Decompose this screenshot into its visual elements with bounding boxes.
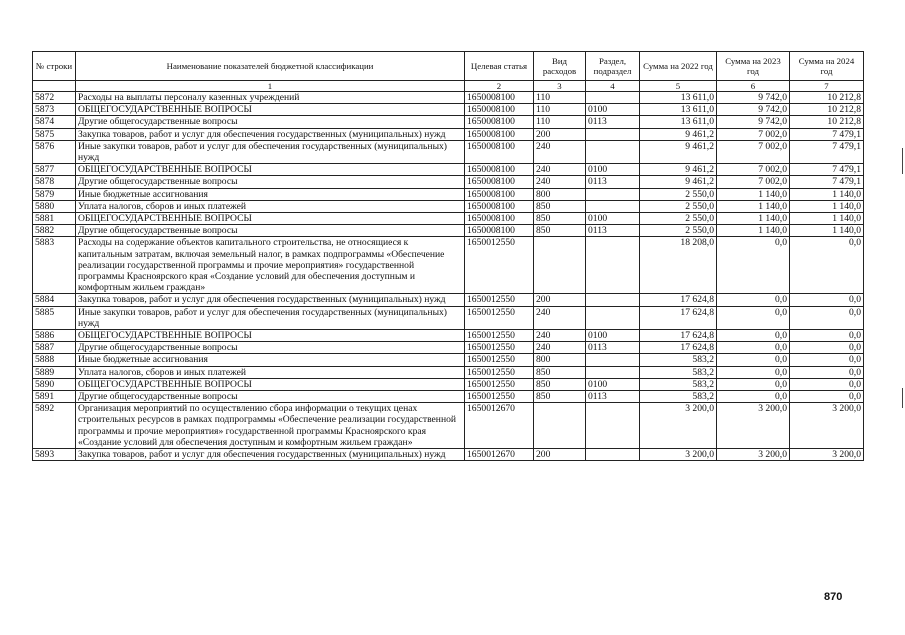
sum-2022-cell: 2 550,0 <box>640 225 717 237</box>
expense-type-cell: 240 <box>534 176 586 188</box>
table-row <box>33 354 864 366</box>
table-row <box>33 128 864 140</box>
indicator-name-cell: Закупка товаров, работ и услуг для обеспечения государственных (муниципальных) нужд <box>76 128 465 140</box>
expense-type-cell: 200 <box>534 449 586 461</box>
sum-2023-cell: 3 200,0 <box>717 449 790 461</box>
column-number-cell: 7 <box>790 81 864 92</box>
row-number-cell: 5881 <box>33 213 76 225</box>
section-cell <box>586 200 640 212</box>
table-row <box>33 237 864 294</box>
sum-2023-cell: 7 002,0 <box>717 164 790 176</box>
sum-2022-cell: 2 550,0 <box>640 188 717 200</box>
target-item-cell: 1650008100 <box>465 92 534 104</box>
sum-2023-cell: 0,0 <box>717 294 790 306</box>
row-number-cell: 5884 <box>33 294 76 306</box>
table-row <box>33 378 864 390</box>
section-cell: 0100 <box>586 104 640 116</box>
sum-2024-cell: 0,0 <box>790 294 864 306</box>
target-item-cell: 1650012550 <box>465 378 534 390</box>
section-cell: 0100 <box>586 378 640 390</box>
row-number-cell: 5891 <box>33 391 76 403</box>
target-item-cell: 1650012670 <box>465 403 534 449</box>
expense-type-cell: 240 <box>534 164 586 176</box>
row-number-cell: 5890 <box>33 378 76 390</box>
indicator-name-cell: Другие общегосударственные вопросы <box>76 391 465 403</box>
column-number-cell: 1 <box>76 81 465 92</box>
expense-type-cell: 240 <box>534 140 586 163</box>
sum-2023-cell: 3 200,0 <box>717 403 790 449</box>
row-number-cell: 5876 <box>33 140 76 163</box>
row-number-cell: 5879 <box>33 188 76 200</box>
sum-2023-cell: 0,0 <box>717 366 790 378</box>
expense-type-cell: 110 <box>534 104 586 116</box>
sum-2024-cell: 7 479,1 <box>790 128 864 140</box>
sum-2022-cell: 3 200,0 <box>640 403 717 449</box>
sum-2023-cell: 0,0 <box>717 330 790 342</box>
sum-2024-cell: 0,0 <box>790 378 864 390</box>
sum-2024-cell: 0,0 <box>790 391 864 403</box>
column-number-row <box>33 81 864 92</box>
table-row <box>33 176 864 188</box>
expense-type-cell: 240 <box>534 330 586 342</box>
column-number-cell: 4 <box>586 81 640 92</box>
section-cell <box>586 128 640 140</box>
expense-type-cell: 800 <box>534 188 586 200</box>
target-item-cell: 1650012670 <box>465 449 534 461</box>
header-target-item: Целевая статья <box>465 52 534 81</box>
table-row <box>33 140 864 163</box>
sum-2024-cell: 0,0 <box>790 354 864 366</box>
column-number-cell: 3 <box>534 81 586 92</box>
target-item-cell: 1650008100 <box>465 104 534 116</box>
table-row <box>33 330 864 342</box>
indicator-name-cell: Закупка товаров, работ и услуг для обеспечения государственных (муниципальных) нужд <box>76 449 465 461</box>
table-row <box>33 116 864 128</box>
indicator-name-cell: Уплата налогов, сборов и иных платежей <box>76 366 465 378</box>
indicator-name-cell: Иные бюджетные ассигнования <box>76 354 465 366</box>
table-row <box>33 366 864 378</box>
expense-type-cell: 800 <box>534 354 586 366</box>
row-number-cell: 5885 <box>33 306 76 329</box>
indicator-name-cell: Расходы на выплаты персоналу казенных учреждений <box>76 92 465 104</box>
sum-2023-cell: 1 140,0 <box>717 200 790 212</box>
indicator-name-cell: Другие общегосударственные вопросы <box>76 176 465 188</box>
expense-type-cell: 850 <box>534 213 586 225</box>
indicator-name-cell: ОБЩЕГОСУДАРСТВЕННЫЕ ВОПРОСЫ <box>76 104 465 116</box>
sum-2024-cell: 1 140,0 <box>790 225 864 237</box>
sum-2023-cell: 7 002,0 <box>717 140 790 163</box>
row-number-cell: 5883 <box>33 237 76 294</box>
section-cell: 0100 <box>586 213 640 225</box>
sum-2024-cell: 3 200,0 <box>790 403 864 449</box>
sum-2022-cell: 17 624,8 <box>640 294 717 306</box>
section-cell <box>586 403 640 449</box>
row-number-cell: 5887 <box>33 342 76 354</box>
row-number-cell: 5892 <box>33 403 76 449</box>
sum-2022-cell: 13 611,0 <box>640 104 717 116</box>
sum-2023-cell: 9 742,0 <box>717 104 790 116</box>
sum-2024-cell: 0,0 <box>790 366 864 378</box>
target-item-cell: 1650008100 <box>465 213 534 225</box>
expense-type-cell: 850 <box>534 391 586 403</box>
sum-2022-cell: 3 200,0 <box>640 449 717 461</box>
table-row <box>33 449 864 461</box>
expense-type-cell: 200 <box>534 128 586 140</box>
sum-2024-cell: 1 140,0 <box>790 188 864 200</box>
table-row <box>33 225 864 237</box>
header-row-number: № строки <box>33 52 76 81</box>
sum-2022-cell: 17 624,8 <box>640 342 717 354</box>
row-number-cell: 5878 <box>33 176 76 188</box>
section-cell: 0113 <box>586 176 640 188</box>
page-number: 870 <box>824 591 843 603</box>
table-row <box>33 200 864 212</box>
indicator-name-cell: Другие общегосударственные вопросы <box>76 116 465 128</box>
table-row <box>33 403 864 449</box>
target-item-cell: 1650008100 <box>465 116 534 128</box>
sum-2024-cell: 3 200,0 <box>790 449 864 461</box>
target-item-cell: 1650012550 <box>465 342 534 354</box>
table-row <box>33 294 864 306</box>
sum-2023-cell: 0,0 <box>717 354 790 366</box>
table-body <box>33 92 864 461</box>
sum-2022-cell: 2 550,0 <box>640 213 717 225</box>
target-item-cell: 1650008100 <box>465 225 534 237</box>
sum-2023-cell: 0,0 <box>717 306 790 329</box>
row-number-cell: 5886 <box>33 330 76 342</box>
header-sum-2024: Сумма на 2024 год <box>790 52 864 81</box>
target-item-cell: 1650012550 <box>465 237 534 294</box>
section-cell <box>586 366 640 378</box>
scan-edge-mark <box>902 148 903 174</box>
section-cell <box>586 140 640 163</box>
sum-2022-cell: 583,2 <box>640 378 717 390</box>
table-row <box>33 188 864 200</box>
target-item-cell: 1650012550 <box>465 391 534 403</box>
header-expense-type: Вид расходов <box>534 52 586 81</box>
section-cell <box>586 294 640 306</box>
table-row <box>33 213 864 225</box>
indicator-name-cell: Иные закупки товаров, работ и услуг для обеспечения государственных (муниципальных) нужд <box>76 140 465 163</box>
expense-type-cell: 200 <box>534 294 586 306</box>
sum-2024-cell: 0,0 <box>790 342 864 354</box>
target-item-cell: 1650008100 <box>465 200 534 212</box>
expense-type-cell <box>534 237 586 294</box>
sum-2023-cell: 9 742,0 <box>717 116 790 128</box>
expense-type-cell: 850 <box>534 366 586 378</box>
sum-2023-cell: 0,0 <box>717 378 790 390</box>
target-item-cell: 1650012550 <box>465 330 534 342</box>
indicator-name-cell: ОБЩЕГОСУДАРСТВЕННЫЕ ВОПРОСЫ <box>76 164 465 176</box>
header-sum-2023: Сумма на 2023 год <box>717 52 790 81</box>
target-item-cell: 1650012550 <box>465 354 534 366</box>
section-cell: 0100 <box>586 330 640 342</box>
header-indicator-name: Наименование показателей бюджетной классификации <box>76 52 465 81</box>
column-number-cell <box>33 81 76 92</box>
section-cell: 0113 <box>586 391 640 403</box>
column-number-cell: 2 <box>465 81 534 92</box>
sum-2022-cell: 9 461,2 <box>640 176 717 188</box>
indicator-name-cell: Другие общегосударственные вопросы <box>76 342 465 354</box>
row-number-cell: 5875 <box>33 128 76 140</box>
expense-type-cell: 110 <box>534 116 586 128</box>
section-cell <box>586 449 640 461</box>
budget-table <box>32 51 864 461</box>
scan-edge-mark <box>902 388 903 408</box>
indicator-name-cell: Иные закупки товаров, работ и услуг для обеспечения государственных (муниципальных) нужд <box>76 306 465 329</box>
header-sum-2022: Сумма на 2022 год <box>640 52 717 81</box>
sum-2024-cell: 0,0 <box>790 330 864 342</box>
sum-2022-cell: 583,2 <box>640 391 717 403</box>
target-item-cell: 1650012550 <box>465 294 534 306</box>
sum-2024-cell: 7 479,1 <box>790 164 864 176</box>
sum-2024-cell: 1 140,0 <box>790 200 864 212</box>
target-item-cell: 1650008100 <box>465 188 534 200</box>
sum-2024-cell: 0,0 <box>790 237 864 294</box>
row-number-cell: 5882 <box>33 225 76 237</box>
sum-2022-cell: 2 550,0 <box>640 200 717 212</box>
indicator-name-cell: ОБЩЕГОСУДАРСТВЕННЫЕ ВОПРОСЫ <box>76 330 465 342</box>
section-cell <box>586 237 640 294</box>
target-item-cell: 1650008100 <box>465 128 534 140</box>
sum-2024-cell: 7 479,1 <box>790 176 864 188</box>
sum-2023-cell: 0,0 <box>717 342 790 354</box>
section-cell <box>586 92 640 104</box>
sum-2024-cell: 10 212,8 <box>790 104 864 116</box>
expense-type-cell: 240 <box>534 306 586 329</box>
row-number-cell: 5872 <box>33 92 76 104</box>
section-cell: 0113 <box>586 342 640 354</box>
target-item-cell: 1650008100 <box>465 140 534 163</box>
sum-2023-cell: 9 742,0 <box>717 92 790 104</box>
sum-2022-cell: 17 624,8 <box>640 330 717 342</box>
row-number-cell: 5893 <box>33 449 76 461</box>
sum-2023-cell: 1 140,0 <box>717 213 790 225</box>
indicator-name-cell: Другие общегосударственные вопросы <box>76 225 465 237</box>
sum-2022-cell: 583,2 <box>640 354 717 366</box>
expense-type-cell: 850 <box>534 225 586 237</box>
indicator-name-cell: Расходы на содержание объектов капитального строительства, не относящиеся к капитальным затратам, включая земельный налог, в рамках подпрограммы «Обеспечение реализации государственной программы и прочие мероприятия» государственной программы Красноярского края «Создание условий для обеспечения доступным и комфортным жильем граждан» <box>76 237 465 294</box>
sum-2023-cell: 7 002,0 <box>717 128 790 140</box>
sum-2024-cell: 1 140,0 <box>790 213 864 225</box>
sum-2022-cell: 13 611,0 <box>640 92 717 104</box>
indicator-name-cell: Закупка товаров, работ и услуг для обеспечения государственных (муниципальных) нужд <box>76 294 465 306</box>
section-cell: 0113 <box>586 116 640 128</box>
column-number-cell: 5 <box>640 81 717 92</box>
expense-type-cell <box>534 403 586 449</box>
header-row <box>33 52 864 81</box>
expense-type-cell: 850 <box>534 200 586 212</box>
sum-2023-cell: 7 002,0 <box>717 176 790 188</box>
target-item-cell: 1650012550 <box>465 306 534 329</box>
expense-type-cell: 240 <box>534 342 586 354</box>
indicator-name-cell: Иные бюджетные ассигнования <box>76 188 465 200</box>
indicator-name-cell: ОБЩЕГОСУДАРСТВЕННЫЕ ВОПРОСЫ <box>76 378 465 390</box>
table-row <box>33 104 864 116</box>
indicator-name-cell: Уплата налогов, сборов и иных платежей <box>76 200 465 212</box>
sum-2022-cell: 18 208,0 <box>640 237 717 294</box>
sum-2023-cell: 0,0 <box>717 391 790 403</box>
target-item-cell: 1650008100 <box>465 176 534 188</box>
sum-2022-cell: 9 461,2 <box>640 164 717 176</box>
target-item-cell: 1650012550 <box>465 366 534 378</box>
row-number-cell: 5873 <box>33 104 76 116</box>
section-cell: 0100 <box>586 164 640 176</box>
sum-2022-cell: 9 461,2 <box>640 140 717 163</box>
table-row <box>33 92 864 104</box>
sum-2023-cell: 1 140,0 <box>717 225 790 237</box>
sum-2024-cell: 7 479,1 <box>790 140 864 163</box>
row-number-cell: 5877 <box>33 164 76 176</box>
section-cell <box>586 354 640 366</box>
expense-type-cell: 110 <box>534 92 586 104</box>
sum-2024-cell: 0,0 <box>790 306 864 329</box>
sum-2024-cell: 10 212,8 <box>790 92 864 104</box>
table-row <box>33 391 864 403</box>
row-number-cell: 5889 <box>33 366 76 378</box>
sum-2022-cell: 9 461,2 <box>640 128 717 140</box>
sum-2022-cell: 17 624,8 <box>640 306 717 329</box>
column-number-cell: 6 <box>717 81 790 92</box>
row-number-cell: 5880 <box>33 200 76 212</box>
table-row <box>33 342 864 354</box>
section-cell <box>586 188 640 200</box>
expense-type-cell: 850 <box>534 378 586 390</box>
indicator-name-cell: Организация мероприятий по осуществлению сбора информации о текущих ценах строительных ресурсов в рамках подпрограммы «Обеспечение реализации государственной программы и прочие мероприятия» государственной программы Красноярского края «Создание условий для обеспечения доступным и комфортным жильем граждан» <box>76 403 465 449</box>
sum-2024-cell: 10 212,8 <box>790 116 864 128</box>
section-cell: 0113 <box>586 225 640 237</box>
sum-2022-cell: 13 611,0 <box>640 116 717 128</box>
table-row <box>33 306 864 329</box>
sum-2022-cell: 583,2 <box>640 366 717 378</box>
row-number-cell: 5888 <box>33 354 76 366</box>
header-section: Раздел, подраздел <box>586 52 640 81</box>
target-item-cell: 1650008100 <box>465 164 534 176</box>
table-row <box>33 164 864 176</box>
sum-2023-cell: 1 140,0 <box>717 188 790 200</box>
indicator-name-cell: ОБЩЕГОСУДАРСТВЕННЫЕ ВОПРОСЫ <box>76 213 465 225</box>
sum-2023-cell: 0,0 <box>717 237 790 294</box>
row-number-cell: 5874 <box>33 116 76 128</box>
section-cell <box>586 306 640 329</box>
